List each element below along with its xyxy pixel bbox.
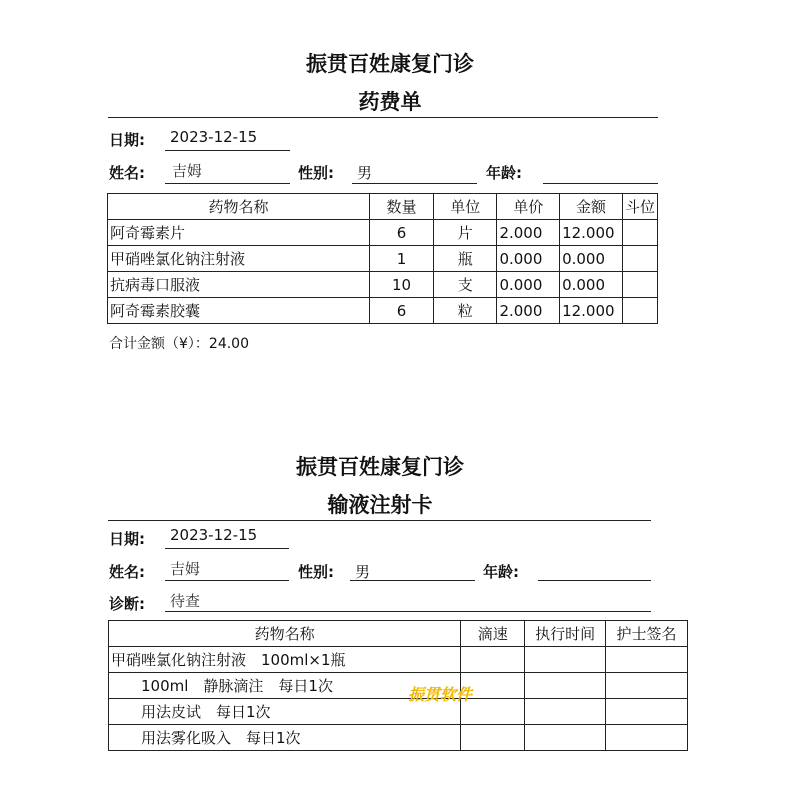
- drug-line: 甲硝唑氯化钠注射液 100ml×1瓶: [109, 647, 461, 673]
- card-name-label: 姓名:: [109, 563, 145, 581]
- quantity: 10: [369, 272, 433, 298]
- unit-price: 2.000: [497, 298, 560, 324]
- card-sex-label: 性别:: [298, 563, 334, 581]
- card-clinic-name: 振贯百姓康复门诊: [296, 455, 464, 479]
- col-exec-time: 执行时间: [525, 621, 606, 647]
- quantity: 1: [369, 246, 433, 272]
- card-date-underline: [165, 548, 289, 549]
- receipt-date-value: 2023-12-15: [170, 128, 258, 146]
- amount: 0.000: [560, 272, 623, 298]
- card-name-value: 吉姆: [170, 560, 201, 578]
- slot: [622, 298, 657, 324]
- slot: [622, 272, 657, 298]
- col-drip-rate: 滴速: [461, 621, 525, 647]
- col-nurse-signature: 护士签名: [606, 621, 688, 647]
- unit: 瓶: [434, 246, 497, 272]
- receipt-date-underline: [165, 150, 290, 151]
- card-diagnosis-value: 待查: [170, 592, 201, 610]
- col-drug-name: 药物名称: [109, 621, 461, 647]
- quantity: 6: [369, 220, 433, 246]
- receipt-name-label: 姓名:: [109, 164, 145, 182]
- card-sex-underline: [350, 580, 475, 581]
- software-watermark: 振贯软件: [408, 685, 473, 704]
- receipt-total: 合计金额（¥）：24.00: [109, 336, 249, 352]
- amount: 12.000: [560, 220, 623, 246]
- col-quantity: 数量: [369, 194, 433, 220]
- table-row: [108, 272, 658, 298]
- receipt-age-label: 年龄:: [486, 164, 522, 182]
- receipt-table: [107, 193, 658, 324]
- nurse-signature: [606, 673, 688, 699]
- drug-line: 用法皮试 每日1次: [109, 699, 461, 725]
- drip-rate: [461, 725, 525, 751]
- table-row: [109, 699, 688, 725]
- receipt-table-header: [108, 194, 658, 220]
- card-sex-value: 男: [355, 563, 371, 581]
- table-row: [109, 725, 688, 751]
- table-row: [109, 647, 688, 673]
- receipt-doc-title: 药费单: [358, 90, 422, 114]
- exec-time: [525, 673, 606, 699]
- drug-name: 阿奇霉素片: [108, 220, 370, 246]
- card-diagnosis-label: 诊断:: [109, 595, 145, 613]
- receipt-age-underline: [543, 183, 658, 184]
- card-age-underline: [538, 580, 651, 581]
- exec-time: [525, 725, 606, 751]
- drug-name: 甲硝唑氯化钠注射液: [108, 246, 370, 272]
- infusion-table: [108, 620, 688, 751]
- drug-line: 用法雾化吸入 每日1次: [109, 725, 461, 751]
- card-name-underline: [165, 580, 289, 581]
- unit: 粒: [434, 298, 497, 324]
- col-drug-name: 药物名称: [108, 194, 370, 220]
- receipt-sex-label: 性别:: [298, 164, 334, 182]
- amount: 12.000: [560, 298, 623, 324]
- table-row: [108, 220, 658, 246]
- card-diagnosis-underline: [165, 611, 651, 612]
- card-age-label: 年龄:: [483, 563, 519, 581]
- drug-line: 100ml 静脉滴注 每日1次: [109, 673, 461, 699]
- drug-name: 阿奇霉素胶囊: [108, 298, 370, 324]
- col-slot: 斗位: [622, 194, 657, 220]
- receipt-name-value: 吉姆: [172, 162, 203, 180]
- nurse-signature: [606, 647, 688, 673]
- unit-price: 0.000: [497, 272, 560, 298]
- card-doc-title: 输液注射卡: [327, 493, 433, 517]
- card-date-label: 日期:: [109, 530, 145, 548]
- infusion-table-header: [109, 621, 688, 647]
- drip-rate: [461, 647, 525, 673]
- card-date-value: 2023-12-15: [170, 526, 258, 544]
- slot: [622, 220, 657, 246]
- card-header-rule: [108, 520, 651, 521]
- receipt-sex-underline: [352, 183, 477, 184]
- col-unit: 单位: [434, 194, 497, 220]
- quantity: 6: [369, 298, 433, 324]
- table-row: [108, 246, 658, 272]
- table-row: [109, 673, 688, 699]
- unit-price: 0.000: [497, 246, 560, 272]
- receipt-sex-value: 男: [357, 164, 373, 182]
- amount: 0.000: [560, 246, 623, 272]
- receipt-date-label: 日期:: [109, 131, 145, 149]
- col-unit-price: 单价: [497, 194, 560, 220]
- unit: 支: [434, 272, 497, 298]
- col-amount: 金额: [560, 194, 623, 220]
- receipt-header-rule: [108, 117, 658, 118]
- exec-time: [525, 647, 606, 673]
- drug-name: 抗病毒口服液: [108, 272, 370, 298]
- receipt-name-underline: [165, 183, 290, 184]
- nurse-signature: [606, 699, 688, 725]
- unit-price: 2.000: [497, 220, 560, 246]
- receipt-clinic-name: 振贯百姓康复门诊: [306, 52, 474, 76]
- nurse-signature: [606, 725, 688, 751]
- exec-time: [525, 699, 606, 725]
- unit: 片: [434, 220, 497, 246]
- table-row: [108, 298, 658, 324]
- slot: [622, 246, 657, 272]
